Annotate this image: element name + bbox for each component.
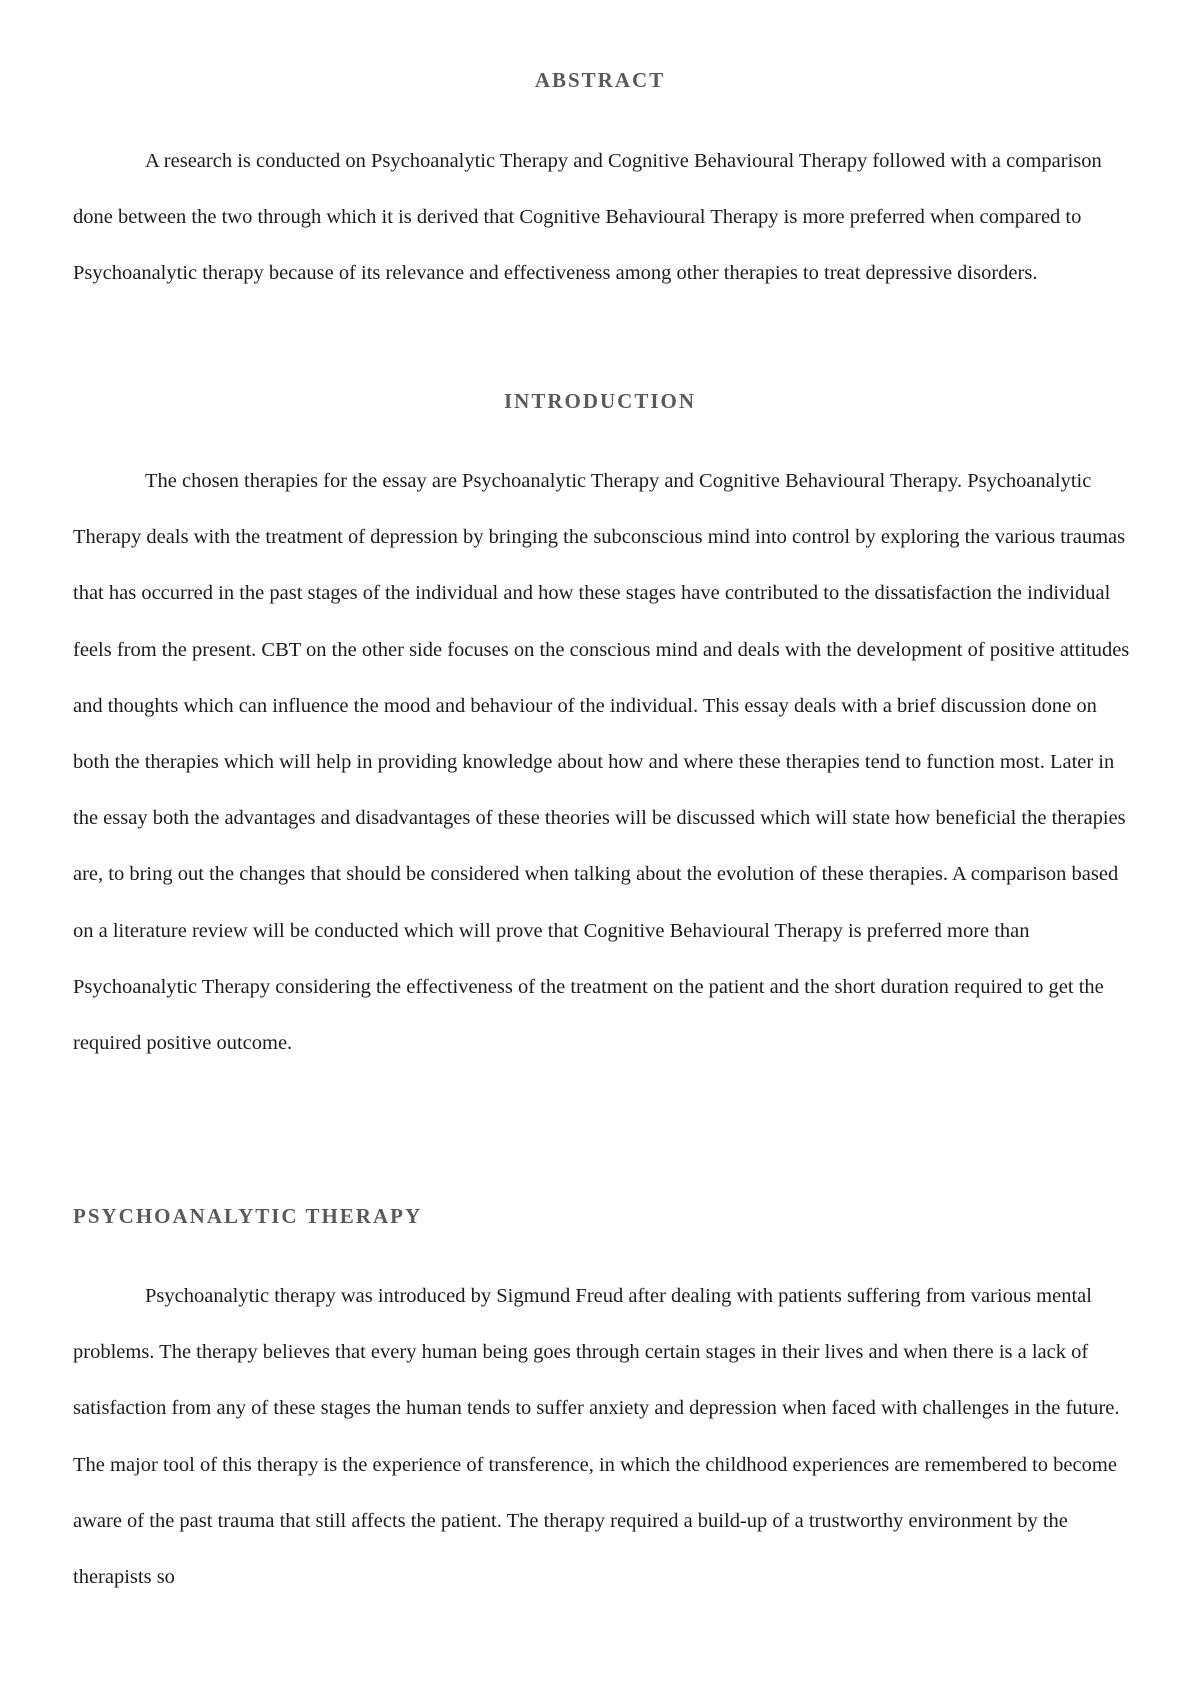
abstract-paragraph: A research is conducted on Psychoanalytic Therapy and Cognitive Behavioural Therapy followed with a comparison done between the two through which it is derived that Cognitive Behavioural Therapy is more preferred when compared to Psychoanalytic therapy because of its relevance and effectiveness among other therapies to treat depressive disorders.	[73, 150, 1102, 285]
psychoanalytic-therapy-heading: PSYCHOANALYTIC THERAPY	[73, 1204, 423, 1228]
introduction-heading: INTRODUCTION	[503, 389, 697, 413]
psychoanalytic-therapy-paragraph: Psychoanalytic therapy was introduced by Sigmund Freud after dealing with patients suffering from various mental problems. The therapy believes that every human being goes through certain stages in their lives and when there is a lack of satisfaction from any of these stages the human tends to suffer anxiety and depression when faced with challenges in the future. The major tool of this therapy is the experience of transference, in which the childhood experiences are remembered to become aware of the past trauma that still affects the patient. The therapy required a build-up of a trustworthy environment by the therapists so	[73, 1285, 1120, 1589]
abstract-heading: ABSTRACT	[534, 68, 666, 92]
introduction-paragraph: The chosen therapies for the essay are Psychoanalytic Therapy and Cognitive Behavioural Therapy. Psychoanalytic Therapy deals with the treatment of depression by bringing the subconscious mind into control by exploring the various traumas that has occurred in the past stages of the individual and how these stages have contributed to the dissatisfaction the individual feels from the present. CBT on the other side focuses on the conscious mind and deals with the development of positive attitudes and thoughts which can influence the mood and behaviour of the individual. This essay deals with a brief discussion done on both the therapies which will help in providing knowledge about how and where these therapies tend to function most. Later in the essay both the advantages and disadvantages of these theories will be discussed which will state how beneficial the therapies are, to bring out the changes that should be considered when talking about the evolution of these therapies. A comparison based on a literature review will be conducted which will prove that Cognitive Behavioural Therapy is preferred more than Psychoanalytic Therapy considering the effectiveness of the treatment on the patient and the short duration required to get the required positive outcome.	[73, 470, 1130, 1055]
